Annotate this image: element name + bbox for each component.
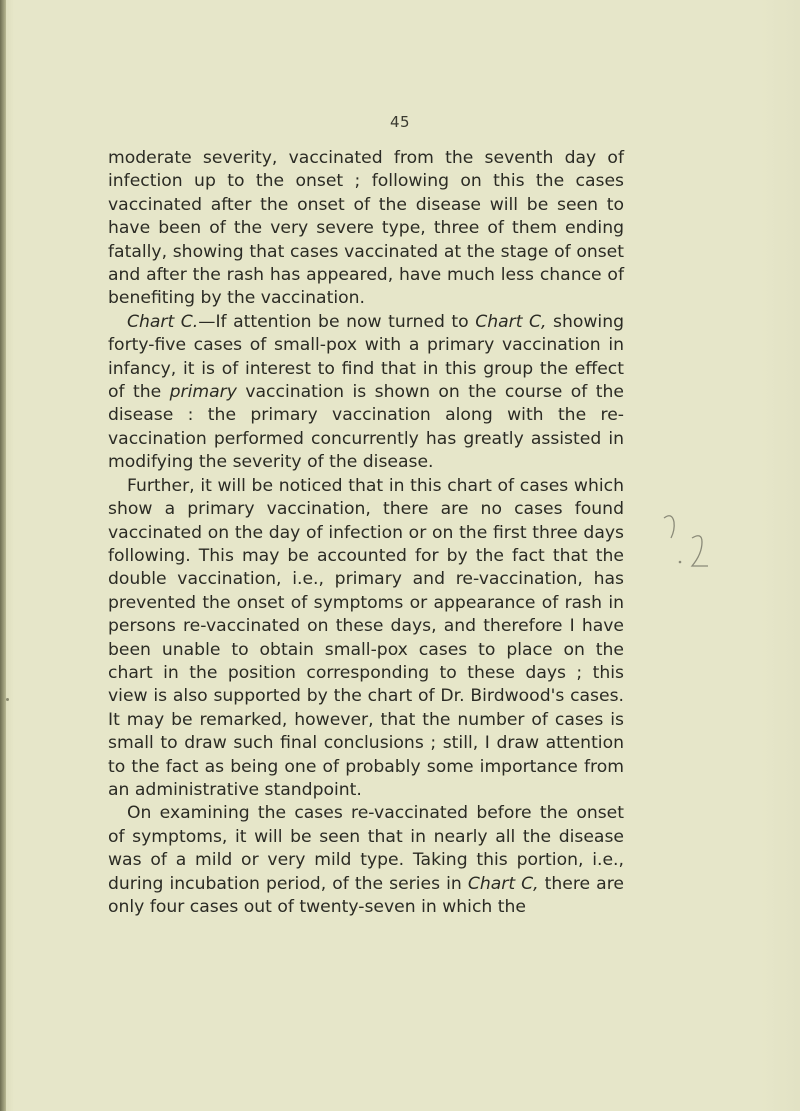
text-run: moderate severity, vaccinated from the seventh day of infection up to the onset ; following on this the cases vaccinated after the onset of the disease will be seen to have been of the very severe type, three of them ending fatally, showing that cases vaccinated at the stage of onset and after the rash has appeared, have much less chance of benefiting by the vaccination. [108,148,624,309]
italic-text-run: Chart C, [467,873,539,894]
paragraph-2 [108,311,624,475]
pencil-marginalia-mark [662,514,718,576]
text-run: there are only four cases out of twenty-seven in which the [108,873,624,917]
text-run: showing forty-five cases of small-pox with a primary vaccination in infancy, it is of interest to find that in this group the effect of the [108,311,624,403]
paragraph-4 [108,802,624,919]
text-run: —If attention be now turned to [198,311,476,332]
italic-text-run: Chart C, [475,311,547,332]
paragraph-1 [108,147,624,311]
text-run: vaccination is shown on the course of the disease : the primary vaccination along with the re-vaccination performed concurrently has greatly assisted in modifying the severity of the disease. [108,382,624,473]
page-binding-edge [0,0,6,1111]
italic-text-run: Chart C. [127,311,199,332]
paper-speck [6,698,9,701]
body-text [108,147,624,919]
italic-text-run: primary [169,382,237,403]
paragraph-3 [108,475,624,803]
text-run: On examining the cases re-vaccinated before the onset of symptoms, it will be seen that in nearly all the disease was of a mild or very mild type. Taking this portion, i.e., during incubation period, of the series in [108,803,624,894]
page-number: 45 [389,113,411,131]
text-run: Further, it will be noticed that in this chart of cases which show a primary vaccination, there are no cases found vaccinated on the day of infection or on the first three days following. This may be accounted for by the fact that the double vaccination, i.e., primary and re-vaccination, has prevented the onset of symptoms or appearance of rash in persons re-vaccinated on these days, and therefore I have been unable to obtain small-pox cases to place on the chart in the position corresponding to these days ; this view is also supported by the chart of Dr. Birdwood's cases. It may be remarked, however, that the number of cases is small to draw such final conclusions ; still, I draw attention to the fact as being one of probably some importance from an administrative standpoint. [108,475,624,800]
